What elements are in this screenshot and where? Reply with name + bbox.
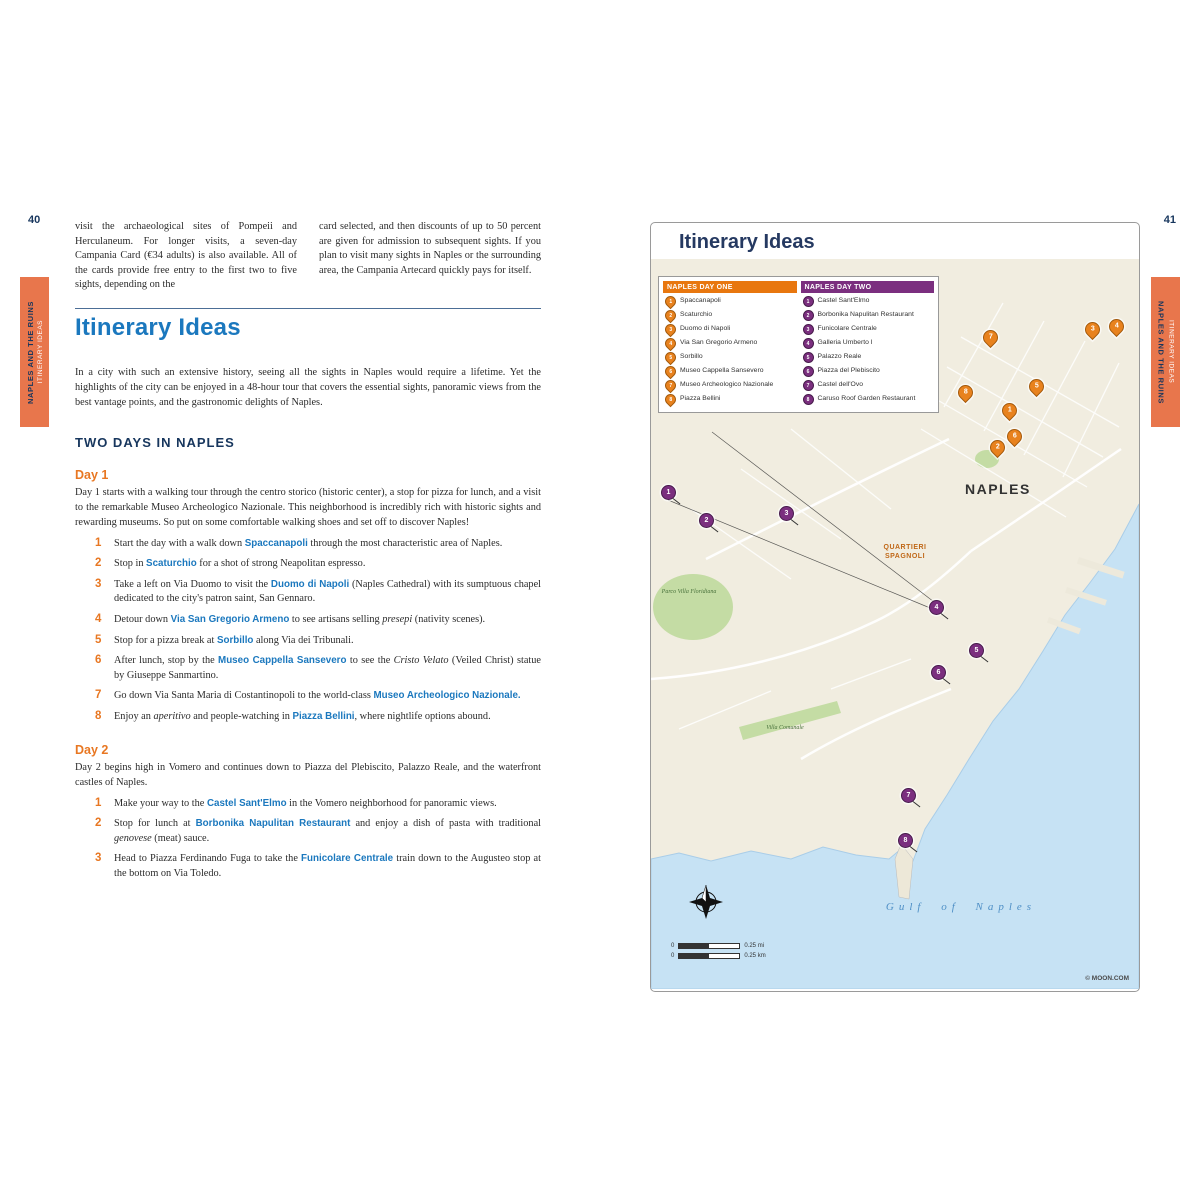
sight-name: Piazza Bellini: [292, 711, 355, 723]
itinerary-step: [95, 557, 541, 572]
legend-item: [803, 380, 935, 391]
step-number: 7: [95, 689, 102, 702]
compass-rose-icon: [689, 881, 723, 921]
sight-name: Funicolare Centrale: [301, 853, 394, 865]
day1-intro: Day 1 starts with a walking tour through the centro storico (historic center), a stop for pizza for lunch, and a visit to the remarkable Museo Archeologico Nazionale. This neighborhood is incredibly rich with historic sights and rewarding museums. So put on some comfortable walking shoes and set off to discover Naples!: [75, 486, 541, 528]
step-text: Head to Piazza Ferdinando Fuga to take the Funicolare Centrale train down to the Augusteo stop at the bottom on Via Toledo.: [114, 853, 541, 879]
map-legend: [658, 276, 939, 413]
sight-name: Via San Gregorio Armeno: [170, 614, 290, 626]
day-one-pin-icon: 4: [663, 336, 679, 352]
page-number-left: 40: [28, 214, 41, 226]
legend-item: [665, 310, 797, 321]
day-two-map-dot: 6: [931, 665, 946, 680]
day-one-map-pin: 8: [955, 382, 976, 403]
park-label-comunale: Villa Comunale: [766, 725, 804, 731]
scale-bar-km: [678, 953, 740, 959]
day-one-map-pin: 5: [1026, 376, 1047, 397]
day-one-pin-icon: 7: [663, 378, 679, 394]
day2-heading: Day 2: [75, 742, 109, 757]
day-one-pin-icon: 8: [663, 392, 679, 408]
legend-item-label: Spaccanapoli: [680, 297, 721, 304]
day-two-dot-icon: 8: [803, 394, 814, 405]
step-text: Stop for a pizza break at Sorbillo along Via dei Tribunali.: [114, 634, 354, 646]
chapter-tab-title: NAPLES AND THE RUINS: [1156, 300, 1166, 404]
day-one-map-pin: 7: [980, 327, 1001, 348]
itinerary-map: [650, 222, 1140, 992]
day-one-pin-icon: 2: [663, 308, 679, 324]
day-two-dot-icon: 7: [803, 380, 814, 391]
scale-km-label: 0.25 km: [744, 953, 766, 959]
two-days-heading: TWO DAYS IN NAPLES: [75, 434, 235, 450]
sight-name: Duomo di Napoli: [270, 578, 350, 590]
legend-item-label: Duomo di Napoli: [680, 325, 731, 332]
legend-item: [665, 296, 797, 307]
legend-item-label: Museo Archeologico Nazionale: [680, 381, 774, 388]
legend-item: [803, 366, 935, 377]
sight-name: Sorbillo: [216, 634, 254, 646]
step-number: 5: [95, 633, 102, 646]
day-two-map-dot: 3: [779, 506, 794, 521]
section-intro: In a city with such an extensive history, seeing all the sights in Naples would require a lifetime. Yet the highlights of the city can be enjoyed in a 48-hour tour that covers the essential sights, panoramic views from the best vantage points, and the gastronomic delights of Naples.: [75, 367, 541, 408]
day-two-dot-icon: 2: [803, 310, 814, 321]
step-number: 2: [95, 557, 102, 570]
day-two-dot-icon: 6: [803, 366, 814, 377]
step-text: Take a left on Via Duomo to visit the Duomo di Napoli (Naples Cathedral) with its sumptuous chapel dedicated to the city's patron saint, San Gennaro.: [114, 578, 542, 605]
day-one-pin-icon: 1: [663, 294, 679, 310]
map-title: Itinerary Ideas: [679, 231, 815, 253]
intro-column-2: card selected, and then discounts of up to 50 percent are given for admission to subsequent sights. If you plan to visit many sights in Naples or the surrounding area, the Campania Artecard quickly pays for itself.: [319, 221, 541, 276]
step-number: 3: [95, 852, 102, 865]
park-label-floridiana: Parco Villa Floridiana: [661, 589, 717, 595]
step-text: Enjoy an aperitivo and people-watching in Piazza Bellini, where nightlife options abound.: [114, 711, 491, 723]
itinerary-step: [95, 634, 541, 649]
intro-column-1: visit the archaeological sites of Pompeii and Herculaneum. For longer visits, a seven-day Campania Card (€34 adults) is also available. All of the cards provide free entry to the first two to five sights, depending on the: [75, 221, 297, 291]
legend-item: [803, 296, 935, 307]
itinerary-step: [95, 797, 541, 812]
step-number: 8: [95, 710, 102, 723]
step-number: 4: [95, 613, 102, 626]
district-label: QUARTIERI SPAGNOLI: [883, 544, 927, 561]
legend-item: [803, 338, 935, 349]
left-page: [75, 220, 541, 888]
legend-item: [665, 366, 797, 377]
legend-item-label: Piazza Bellini: [680, 395, 721, 402]
day-one-pin-icon: 3: [663, 322, 679, 338]
sight-name: Scaturchio: [146, 558, 197, 570]
day-one-map-pin: 4: [1106, 316, 1127, 337]
day-one-map-pin: 6: [1004, 426, 1025, 447]
map-credit: © MOON.COM: [1085, 975, 1129, 982]
map-scale: [671, 943, 766, 963]
step-number: 6: [95, 654, 102, 667]
scale-zero: 0: [671, 943, 675, 949]
sight-name: Spaccanapoli: [244, 537, 308, 549]
chapter-tab-subtitle: ITINERARY IDEAS: [1167, 320, 1175, 384]
map-area: [651, 259, 1139, 989]
chapter-tab-left: [20, 277, 49, 427]
legend-item-label: Borbonika Napulitan Restaurant: [817, 311, 914, 318]
itinerary-step: [95, 710, 541, 725]
legend-item-label: Via San Gregorio Armeno: [680, 339, 758, 346]
itinerary-step: [95, 613, 541, 628]
itinerary-step: [95, 537, 541, 552]
step-number: 3: [95, 577, 102, 590]
legend-item: [665, 352, 797, 363]
step-text: Stop in Scaturchio for a shot of strong Neapolitan espresso.: [114, 558, 366, 570]
day-two-map-dot: 1: [661, 485, 676, 500]
step-text: Start the day with a walk down Spaccanapoli through the most characteristic area of Naples.: [114, 537, 503, 549]
day-two-dot-icon: 5: [803, 352, 814, 363]
section-title: Itinerary Ideas: [75, 314, 241, 342]
sight-name: Museo Archeologico Nazionale.: [373, 690, 521, 702]
legend-item-label: Castel Sant'Elmo: [817, 297, 870, 304]
legend-item-label: Castel dell'Ovo: [817, 381, 863, 388]
day-one-map-pin: 2: [987, 437, 1008, 458]
legend-day-two: [801, 281, 935, 408]
legend-item: [665, 338, 797, 349]
chapter-tab-subtitle: ITINERARY IDEAS: [36, 320, 44, 384]
legend-item-label: Museo Cappella Sansevero: [680, 367, 764, 374]
itinerary-step: [95, 852, 541, 881]
legend-day-one-header: NAPLES DAY ONE: [663, 281, 797, 293]
gulf-label: Gulf of Naples: [885, 901, 1037, 913]
legend-day-one-items: [663, 296, 797, 405]
itinerary-step: [95, 689, 541, 704]
day-one-pin-icon: 5: [663, 350, 679, 366]
legend-item: [665, 324, 797, 335]
day-two-map-dot: 8: [898, 833, 913, 848]
scale-zero: 0: [671, 953, 675, 959]
legend-item: [803, 324, 935, 335]
legend-item-label: Piazza del Plebiscito: [817, 367, 880, 374]
day-two-dot-icon: 4: [803, 338, 814, 349]
itinerary-step: [95, 817, 541, 846]
page-number-right: 41: [1163, 214, 1176, 226]
legend-item: [803, 352, 935, 363]
step-text: After lunch, stop by the Museo Cappella Sansevero to see the Cristo Velato (Veiled Christ) statue by Giuseppe Sanmartino.: [114, 655, 541, 681]
legend-item-label: Scaturchio: [680, 311, 713, 318]
scale-mi-label: 0.25 mi: [744, 943, 765, 949]
scale-bar-mi: [678, 943, 740, 949]
step-text: Go down Via Santa Maria di Costantinopoli to the world-class Museo Archeologico Nazionale.: [114, 690, 521, 702]
legend-item: [665, 394, 797, 405]
step-text: Detour down Via San Gregorio Armeno to see artisans selling presepi (nativity scenes).: [114, 614, 486, 626]
sight-name: Museo Cappella Sansevero: [218, 655, 347, 667]
day-one-pin-icon: 6: [663, 364, 679, 380]
day1-heading: Day 1: [75, 467, 109, 482]
day-two-map-dot: 4: [929, 600, 944, 615]
day-two-map-dot: 7: [901, 788, 916, 803]
legend-item-label: Sorbillo: [680, 353, 703, 360]
day-two-map-dot: 2: [699, 513, 714, 528]
step-text: Make your way to the Castel Sant'Elmo in the Vomero neighborhood for panoramic views.: [114, 797, 497, 809]
legend-item-label: Palazzo Reale: [817, 353, 862, 360]
day-one-map-pin: 1: [999, 400, 1020, 421]
city-label: NAPLES: [965, 481, 1031, 497]
sight-name: Borbonika Napulitan Restaurant: [195, 818, 351, 830]
day2-steps-list: [75, 797, 541, 882]
step-number: 1: [95, 796, 102, 809]
chapter-tab-title: NAPLES AND THE RUINS: [25, 300, 35, 404]
legend-item-label: Caruso Roof Garden Restaurant: [817, 395, 916, 402]
itinerary-step: [95, 578, 541, 607]
day-two-dot-icon: 3: [803, 324, 814, 335]
chapter-tab-right: [1151, 277, 1180, 427]
day-one-map-pin: 3: [1082, 319, 1103, 340]
step-number: 2: [95, 817, 102, 830]
legend-item: [665, 380, 797, 391]
legend-item: [803, 394, 935, 405]
day1-steps-list: [75, 537, 541, 725]
legend-day-one: [663, 281, 797, 408]
sight-name: Castel Sant'Elmo: [206, 797, 287, 809]
legend-day-two-items: [801, 296, 935, 405]
day2-intro: Day 2 begins high in Vomero and continues down to Piazza del Plebiscito, Palazzo Reale, and the waterfront castles of Naples.: [75, 761, 541, 788]
step-text: Stop for lunch at Borbonika Napulitan Restaurant and enjoy a dish of pasta with traditional genovese (meat) sauce.: [114, 818, 541, 844]
itinerary-step: [95, 654, 541, 683]
intro-columns: [75, 220, 541, 293]
day-two-dot-icon: 1: [803, 296, 814, 307]
day-two-map-dot: 5: [969, 643, 984, 658]
legend-day-two-header: NAPLES DAY TWO: [801, 281, 935, 293]
legend-item: [803, 310, 935, 321]
legend-item-label: Galleria Umberto I: [817, 339, 873, 346]
section-divider: [75, 308, 541, 309]
legend-item-label: Funicolare Centrale: [817, 325, 877, 332]
step-number: 1: [95, 536, 102, 549]
